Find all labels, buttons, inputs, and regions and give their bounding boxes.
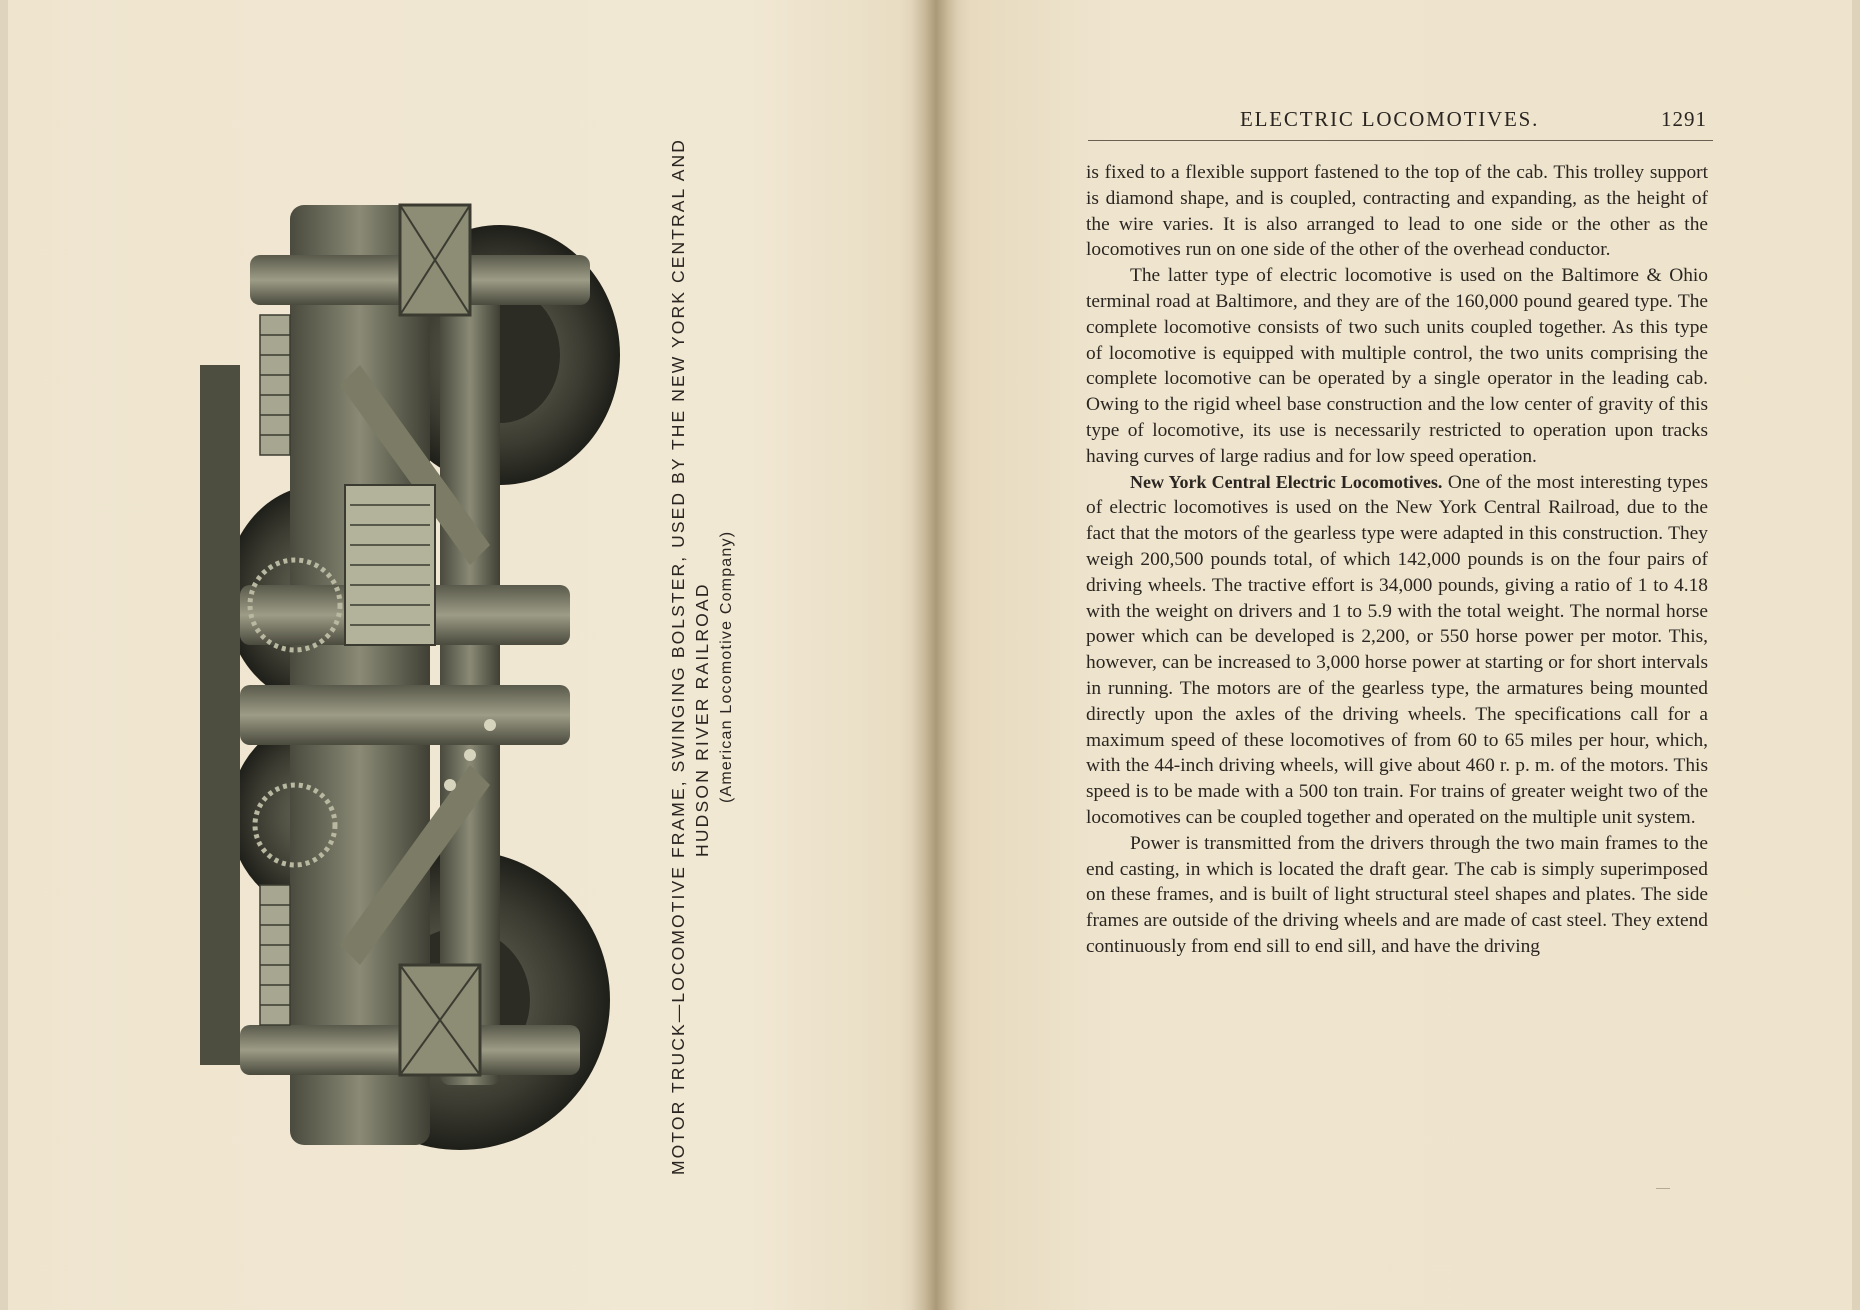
footer-mark xyxy=(1656,1188,1670,1189)
page-number: 1291 xyxy=(1661,107,1707,131)
paragraph-4: Power is transmitted from the drivers through the two main frames to the end casting, in which is located the draft gear. The cab is simply superimposed on these frames, and is built of light structural steel shapes and plates. The side frames are outside of the driving wheels and are made of cast steel. They extend continuously from end sill to end sill, and have the driving xyxy=(1086,832,1708,957)
paragraph-3-text: One of the most interesting types of electric locomotives is used on the New York Central Railroad, due to the fact that the motors of the gearless type were adapted in this construction. They weigh 200,500 pounds total, of which 142,000 pounds is on the four pairs of driving wheels. The tractive effort is 34,000 pounds, giving a ratio of 1 to 4.18 with the weight on drivers and 1 to 5.9 with the total weight. The normal horse power which can be developed is 2,200, or 550 horse power per motor. This, however, can be increased to 3,000 horse power at starting or for short intervals in running. The motors are of the gearless type, the armatures being mounted directly upon the axles of the driving wheels. The specifications call for a maximum speed of these locomotives of from 60 to 65 miles per hour, which, with the 44-inch driving wheels, will give about 460 r. p. m. of the motors. This speed is to be made with a 500 ton train. For trains of greater weight two of the locomotives can be coupled together and operated on the multiple unit system. xyxy=(1086,471,1708,828)
caption-line-2: HUDSON RIVER RAILROAD xyxy=(692,582,712,857)
running-head xyxy=(1085,107,1715,135)
running-head-title: ELECTRIC LOCOMOTIVES. xyxy=(1240,107,1540,131)
caption-credit: (American Locomotive Company) xyxy=(718,530,735,803)
paragraph-3 xyxy=(1086,470,1708,831)
figure-caption xyxy=(668,138,818,1175)
paragraph-1: is fixed to a flexible support fastened to the top of the cab. This trolley support is diamond shape, and is coupled, contracting and expanding, as the height of the wire varies. It is also arranged to lead to one side or the other as the locomotives run on one side of the other of the overhead conductor. xyxy=(1086,162,1708,261)
motor-truck-illustration xyxy=(200,165,640,1180)
paragraph-2: The latter type of electric locomotive is used on the Baltimore & Ohio terminal road at Baltimore, and they are of the 160,000 pound geared type. The complete locomotive consists of two such units coupled together. As this type of locomotive is equipped with multiple control, the two units comprising the complete locomotive can be operated by a single operator in the leading cab. Owing to the rigid wheel base construction and the low center of gravity of this type of locomotive, its use is necessarily restricted to operation upon tracks having curves of large radius and for low speed operation. xyxy=(1086,265,1708,467)
running-head-rule xyxy=(1088,140,1713,141)
body-text xyxy=(1086,160,1708,960)
right-page-edge xyxy=(1852,0,1860,1310)
left-page-edge xyxy=(0,0,8,1310)
section-heading: New York Central Electric Locomotives. xyxy=(1130,471,1443,492)
book-gutter xyxy=(900,0,970,1310)
caption-line-1: MOTOR TRUCK—LOCOMOTIVE FRAME, SWINGING BOLSTER, USED BY THE NEW YORK CENTRAL AND xyxy=(668,138,688,1175)
